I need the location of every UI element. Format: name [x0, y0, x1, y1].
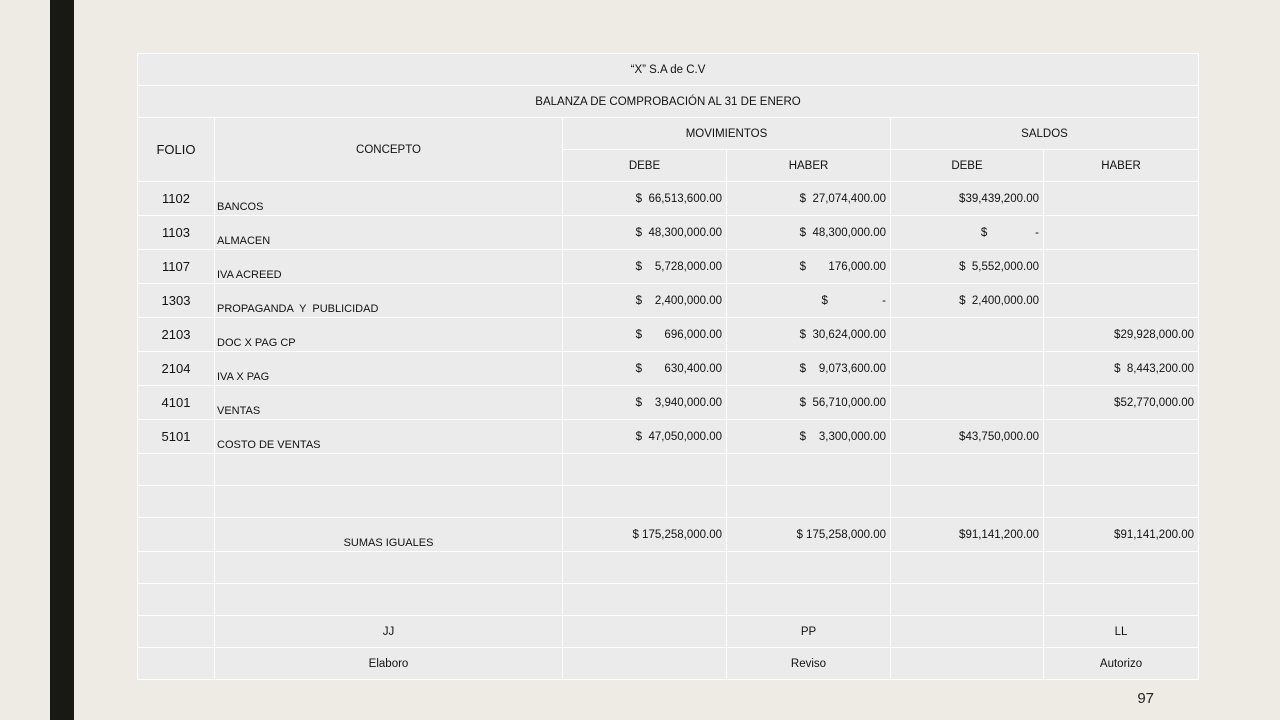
sal-debe-cell: [891, 386, 1044, 420]
header-sal-debe: DEBE: [891, 150, 1044, 182]
company-name: “X” S.A de C.V: [138, 54, 1199, 86]
signature-initials-row: [138, 616, 1199, 648]
folio-cell: 2103: [138, 318, 215, 352]
empty-cell: [1044, 486, 1199, 518]
total-sal-haber: $91,141,200.00: [1044, 518, 1199, 552]
role-autorizo: Autorizo: [1044, 648, 1199, 680]
empty-cell: [563, 454, 727, 486]
account-row: [138, 216, 1199, 250]
totals-row: [138, 518, 1199, 552]
empty-cell: [1044, 454, 1199, 486]
folio-cell: 1103: [138, 216, 215, 250]
empty-cell: [891, 486, 1044, 518]
empty-cell: [138, 454, 215, 486]
mov-debe-cell: $ 66,513,600.00: [563, 182, 727, 216]
concept-cell: IVA X PAG: [215, 352, 563, 386]
mov-debe-cell: $ 48,300,000.00: [563, 216, 727, 250]
empty-cell: [563, 648, 727, 680]
empty-cell: [563, 584, 727, 616]
empty-cell: [727, 584, 891, 616]
mov-haber-cell: $ -: [727, 284, 891, 318]
total-sal-debe: $91,141,200.00: [891, 518, 1044, 552]
concept-cell: COSTO DE VENTAS: [215, 420, 563, 454]
empty-cell: [138, 486, 215, 518]
mov-haber-cell: $ 56,710,000.00: [727, 386, 891, 420]
empty-cell: [891, 584, 1044, 616]
sal-haber-cell: $29,928,000.00: [1044, 318, 1199, 352]
account-row: [138, 182, 1199, 216]
mov-haber-cell: $ 27,074,400.00: [727, 182, 891, 216]
empty-cell: [891, 454, 1044, 486]
mov-haber-cell: $ 30,624,000.00: [727, 318, 891, 352]
company-row: [138, 54, 1199, 86]
header-sal-haber: HABER: [1044, 150, 1199, 182]
account-row: [138, 250, 1199, 284]
side-accent-bar: [50, 0, 74, 720]
mov-debe-cell: $ 696,000.00: [563, 318, 727, 352]
sal-haber-cell: [1044, 420, 1199, 454]
empty-cell: [891, 616, 1044, 648]
sal-debe-cell: $ 2,400,000.00: [891, 284, 1044, 318]
empty-cell: [138, 584, 215, 616]
sal-debe-cell: [891, 318, 1044, 352]
initials-elaboro: JJ: [215, 616, 563, 648]
empty-cell: [215, 454, 563, 486]
empty-cell: [138, 518, 215, 552]
total-mov-debe: $ 175,258,000.00: [563, 518, 727, 552]
sal-haber-cell: [1044, 216, 1199, 250]
sal-debe-cell: [891, 352, 1044, 386]
account-row: [138, 284, 1199, 318]
concept-cell: IVA ACREED: [215, 250, 563, 284]
empty-cell: [563, 552, 727, 584]
empty-cell: [138, 648, 215, 680]
header-concepto: CONCEPTO: [215, 118, 563, 182]
sal-haber-cell: $ 8,443,200.00: [1044, 352, 1199, 386]
initials-autorizo: LL: [1044, 616, 1199, 648]
title-row: [138, 86, 1199, 118]
totals-label: SUMAS IGUALES: [215, 518, 563, 552]
sal-debe-cell: $39,439,200.00: [891, 182, 1044, 216]
mov-debe-cell: $ 5,728,000.00: [563, 250, 727, 284]
mov-debe-cell: $ 3,940,000.00: [563, 386, 727, 420]
mov-haber-cell: $ 48,300,000.00: [727, 216, 891, 250]
empty-cell: [563, 616, 727, 648]
sal-haber-cell: [1044, 250, 1199, 284]
empty-cell: [891, 552, 1044, 584]
empty-cell: [1044, 584, 1199, 616]
empty-cell: [563, 486, 727, 518]
empty-row: [138, 454, 1199, 486]
concept-cell: DOC X PAG CP: [215, 318, 563, 352]
header-movimientos: MOVIMIENTOS: [563, 118, 891, 150]
empty-cell: [727, 454, 891, 486]
folio-cell: 1102: [138, 182, 215, 216]
header-folio: FOLIO: [138, 118, 215, 182]
empty-cell: [138, 552, 215, 584]
mov-debe-cell: $ 47,050,000.00: [563, 420, 727, 454]
sal-haber-cell: [1044, 284, 1199, 318]
sal-debe-cell: $43,750,000.00: [891, 420, 1044, 454]
concept-cell: VENTAS: [215, 386, 563, 420]
account-row: [138, 420, 1199, 454]
sheet-title: BALANZA DE COMPROBACIÓN AL 31 DE ENERO: [138, 86, 1199, 118]
trial-balance-sheet: [137, 53, 1198, 680]
empty-cell: [138, 616, 215, 648]
folio-cell: 5101: [138, 420, 215, 454]
mov-haber-cell: $ 3,300,000.00: [727, 420, 891, 454]
account-row: [138, 352, 1199, 386]
header-mov-debe: DEBE: [563, 150, 727, 182]
header-mov-haber: HABER: [727, 150, 891, 182]
sal-haber-cell: $52,770,000.00: [1044, 386, 1199, 420]
sal-debe-cell: $ 5,552,000.00: [891, 250, 1044, 284]
mov-debe-cell: $ 630,400.00: [563, 352, 727, 386]
empty-cell: [727, 552, 891, 584]
header-row-1: [138, 118, 1199, 150]
concept-cell: PROPAGANDA Y PUBLICIDAD: [215, 284, 563, 318]
sal-debe-cell: $ -: [891, 216, 1044, 250]
account-row: [138, 318, 1199, 352]
empty-cell: [891, 648, 1044, 680]
concept-cell: ALMACEN: [215, 216, 563, 250]
initials-reviso: PP: [727, 616, 891, 648]
empty-cell: [215, 584, 563, 616]
total-mov-haber: $ 175,258,000.00: [727, 518, 891, 552]
account-row: [138, 386, 1199, 420]
concept-cell: BANCOS: [215, 182, 563, 216]
mov-debe-cell: $ 2,400,000.00: [563, 284, 727, 318]
sal-haber-cell: [1044, 182, 1199, 216]
empty-row: [138, 552, 1199, 584]
role-reviso: Reviso: [727, 648, 891, 680]
folio-cell: 4101: [138, 386, 215, 420]
empty-row: [138, 486, 1199, 518]
empty-cell: [215, 552, 563, 584]
folio-cell: 2104: [138, 352, 215, 386]
mov-haber-cell: $ 9,073,600.00: [727, 352, 891, 386]
empty-cell: [727, 486, 891, 518]
empty-row: [138, 584, 1199, 616]
empty-cell: [215, 486, 563, 518]
signature-roles-row: [138, 648, 1199, 680]
folio-cell: 1107: [138, 250, 215, 284]
header-saldos: SALDOS: [891, 118, 1199, 150]
mov-haber-cell: $ 176,000.00: [727, 250, 891, 284]
page-number: 97: [1137, 690, 1154, 707]
role-elaboro: Elaboro: [215, 648, 563, 680]
empty-cell: [1044, 552, 1199, 584]
folio-cell: 1303: [138, 284, 215, 318]
trial-balance-table: [137, 53, 1199, 680]
